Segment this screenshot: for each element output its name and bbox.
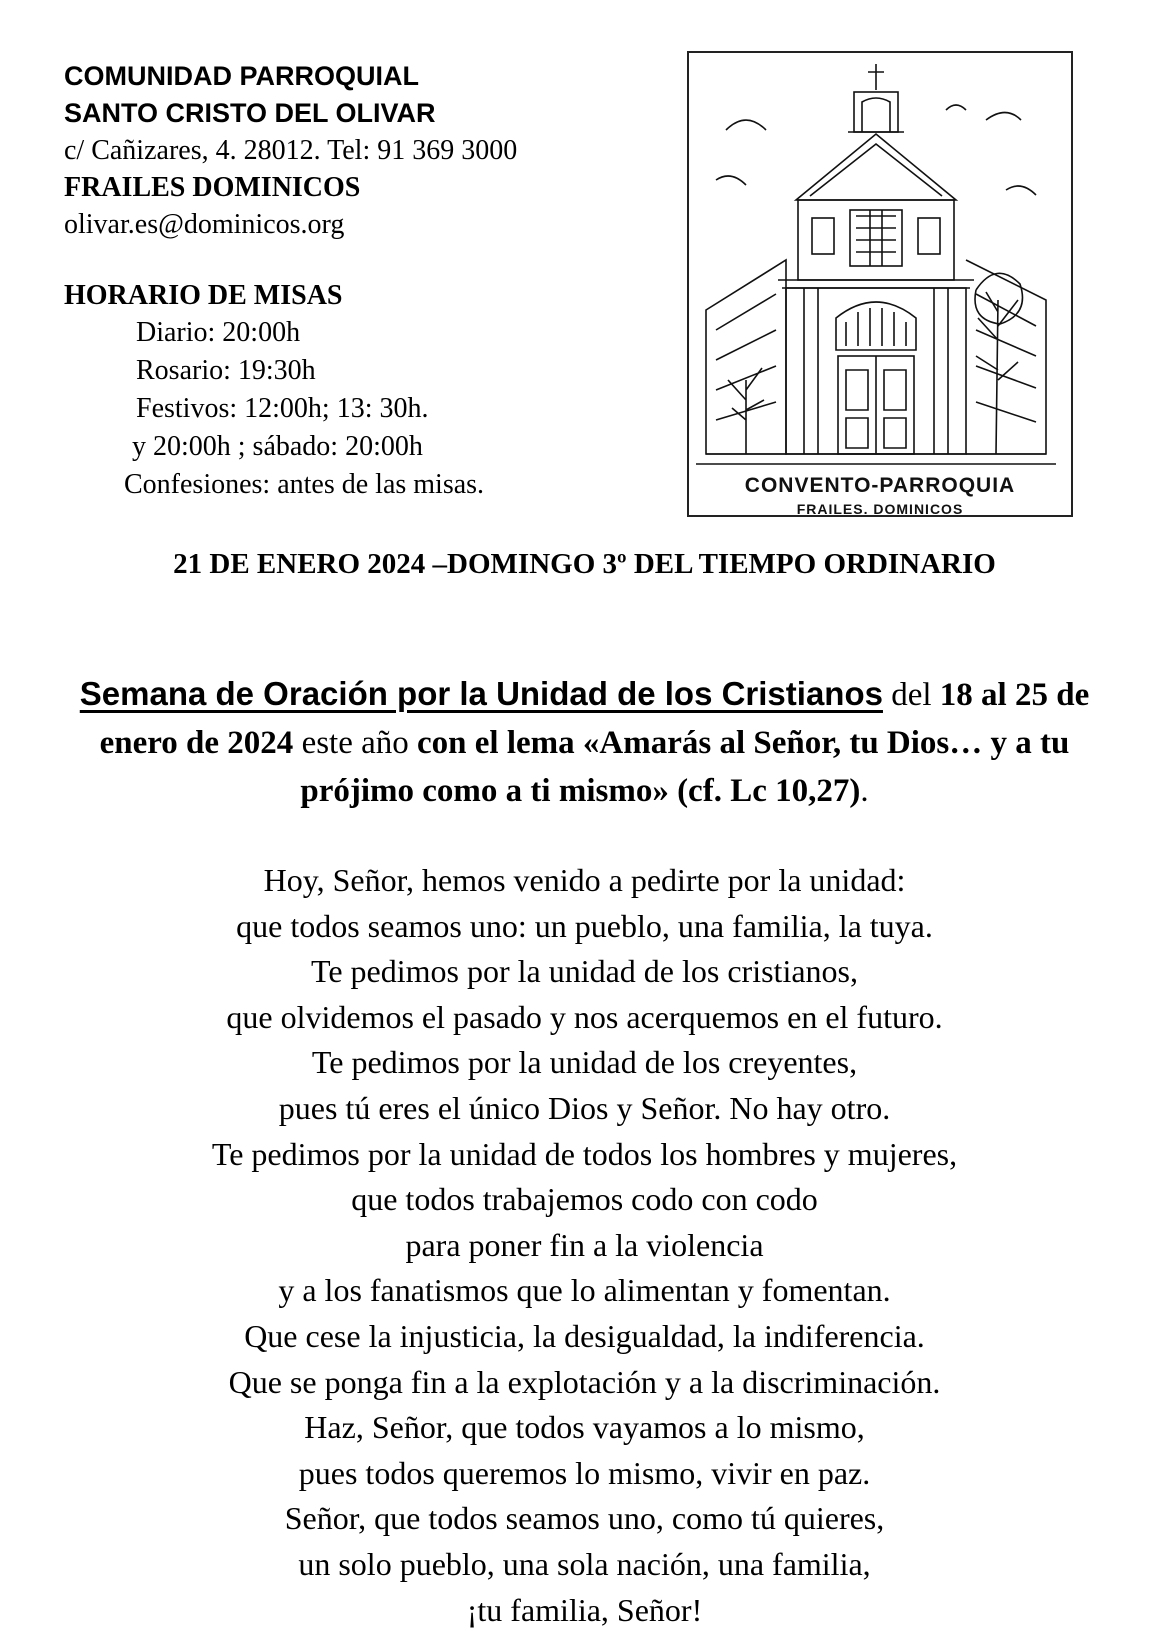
week-of-prayer-title: Semana de Oración por la Unidad de los Cristianos bbox=[79, 675, 883, 712]
prayer-line: Te pedimos por la unidad de todos los hombres y mujeres, bbox=[211, 1135, 958, 1172]
schedule-line-daily: Diario: 20:00h bbox=[136, 317, 301, 348]
prayer-line: que olvidemos el pasado y nos acerquemos en el futuro. bbox=[226, 998, 943, 1035]
address-phone: c/ Cañizares, 4. 28012. Tel: 91 369 3000 bbox=[64, 135, 518, 166]
headline-motto: con el lema «Amarás al Señor, tu Dios… y a tu prójimo como a ti mismo» (cf. Lc 10,27) bbox=[300, 725, 1070, 809]
drawing-caption-sub: FRAILES. DOMINICOS bbox=[796, 501, 964, 517]
headline-paragraph bbox=[40, 670, 1129, 815]
headline-end: . bbox=[860, 773, 869, 809]
prayer-line: Haz, Señor, que todos vayamos a lo mismo, bbox=[304, 1409, 865, 1446]
prayer-line: que todos seamos uno: un pueblo, una familia, la tuya. bbox=[236, 907, 933, 944]
schedule-line-rosary: Rosario: 19:30h bbox=[136, 355, 316, 386]
prayer-line: Te pedimos por la unidad de los cristianos, bbox=[311, 953, 858, 990]
parish-header bbox=[64, 58, 664, 504]
prayer-line: y a los fanatismos que lo alimentan y fomentan. bbox=[278, 1272, 891, 1309]
headline-connector-year: este año bbox=[293, 725, 418, 761]
email: olivar.es@dominicos.org bbox=[64, 209, 345, 240]
prayer-line: Que se ponga fin a la explotación y a la discriminación. bbox=[228, 1363, 941, 1400]
schedule-line-holidays: Festivos: 12:00h; 13: 30h. bbox=[136, 393, 429, 424]
headline-dates: 18 al 25 de enero de 2024 bbox=[99, 677, 1090, 761]
org-name-line2: SANTO CRISTO DEL OLIVAR bbox=[64, 98, 436, 128]
liturgical-date: 21 DE ENERO 2024 –DOMINGO 3º DEL TIEMPO ORDINARIO bbox=[173, 548, 996, 580]
prayer-line: pues todos queremos lo mismo, vivir en paz. bbox=[298, 1454, 871, 1491]
prayer-line: Señor, que todos seamos uno, como tú quieres, bbox=[284, 1500, 885, 1537]
church-drawing bbox=[686, 50, 1074, 518]
mass-schedule-title: HORARIO DE MISAS bbox=[64, 280, 343, 311]
drawing-caption-main: CONVENTO-PARROQUIA bbox=[744, 474, 1016, 497]
schedule-line-evening: y 20:00h ; sábado: 20:00h bbox=[132, 431, 423, 462]
prayer-line: Te pedimos por la unidad de los creyentes, bbox=[311, 1044, 858, 1081]
prayer-line: para poner fin a la violencia bbox=[405, 1226, 764, 1263]
church-facade-illustration bbox=[686, 50, 1074, 518]
prayer-line: ¡tu familia, Señor! bbox=[466, 1591, 703, 1628]
headline-connector-del: del bbox=[882, 677, 940, 713]
schedule-line-confessions: Confesiones: antes de las misas. bbox=[124, 469, 485, 500]
prayer-line: que todos trabajemos codo con codo bbox=[351, 1181, 818, 1218]
religious-order: FRAILES DOMINICOS bbox=[64, 172, 361, 203]
org-name-line1: COMUNIDAD PARROQUIAL bbox=[64, 61, 419, 91]
prayer-line: Hoy, Señor, hemos venido a pedirte por la unidad: bbox=[263, 862, 906, 898]
prayer-line: un solo pueblo, una sola nación, una familia, bbox=[298, 1545, 871, 1582]
prayer-line: Que cese la injusticia, la desigualdad, la indiferencia. bbox=[244, 1317, 925, 1354]
prayer-line: pues tú eres el único Dios y Señor. No hay otro. bbox=[278, 1089, 891, 1126]
prayer-text bbox=[40, 858, 1129, 1633]
